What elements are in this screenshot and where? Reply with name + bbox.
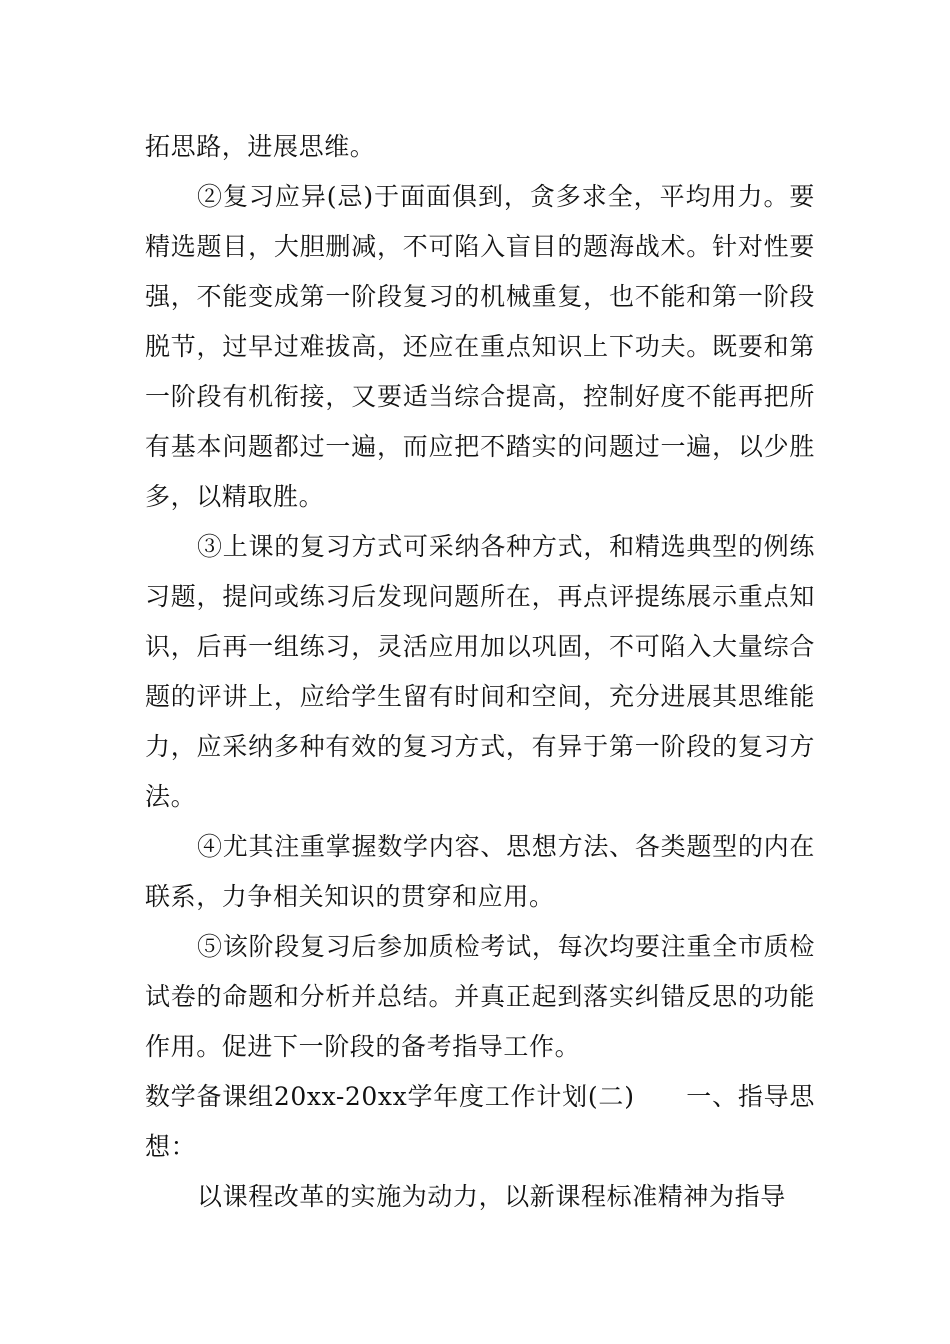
paragraph-plan-title: 数学备课组20xx-20xx学年度工作计划(二) 一、指导思想： — [145, 1082, 815, 1161]
paragraph-item-3: ③上课的复习方式可采纳各种方式，和精选典型的例练习题，提问或练习后发现问题所在，再点评提练展示重点知识，后再一组练习，灵活应用加以巩固，不可陷入大量综合题的评讲上，应给学生留有时间和空间，充分进展其思维能力，应采纳多种有效的复习方式，有异于第一阶段的复习方法。 — [145, 532, 815, 811]
paragraph-item-4: ④尤其注重掌握数学内容、思想方法、各类题型的内在联系，力争相关知识的贯穿和应用。 — [145, 832, 815, 911]
paragraph-continued: 拓思路，进展思维。 — [145, 132, 376, 161]
paragraph-guiding-thought: 以课程改革的实施为动力，以新课程标准精神为指导 — [197, 1182, 786, 1211]
paragraph-item-2: ②复习应异(忌)于面面俱到，贪多求全，平均用力。要精选题目，大胆删减，不可陷入盲目的题海战术。针对性要强，不能变成第一阶段复习的机械重复，也不能和第一阶段脱节，过早过难拔高，还应在重点知识上下功夫。既要和第一阶段有机衔接，又要适当综合提高，控制好度不能再把所有基本问题都过一遍，而应把不踏实的问题过一遍，以少胜多，以精取胜。 — [145, 182, 815, 511]
paragraph-item-5: ⑤该阶段复习后参加质检考试，每次均要注重全市质检试卷的命题和分析并总结。并真正起到落实纠错反思的功能作用。促进下一阶段的备考指导工作。 — [145, 932, 815, 1061]
document-page — [145, 122, 815, 1222]
